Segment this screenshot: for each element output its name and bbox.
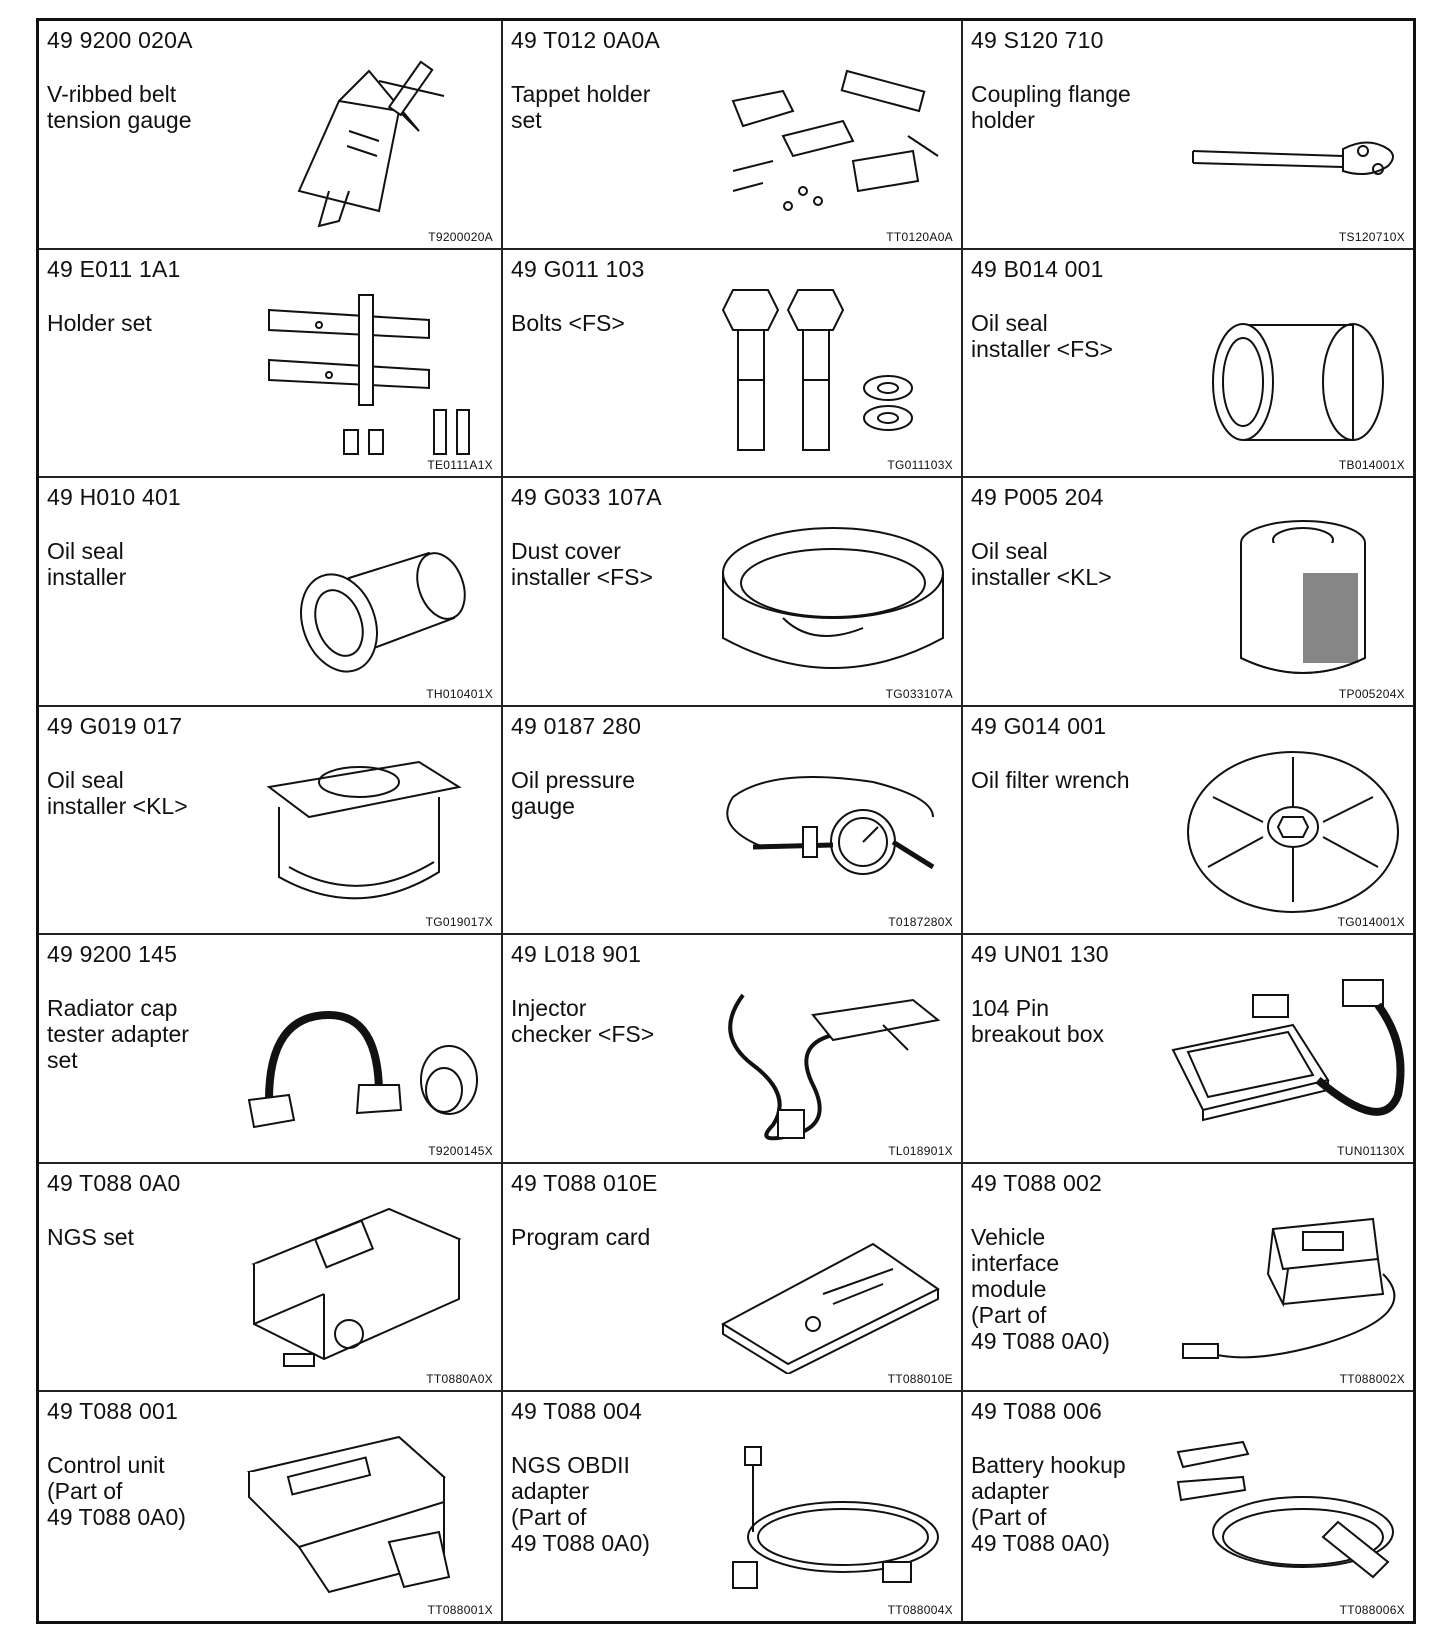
ngs-case-icon — [229, 1184, 489, 1374]
tool-part-number: 49 T088 010E — [511, 1169, 658, 1196]
tool-name: Dust cover installer <FS> — [511, 538, 653, 591]
figure-code: TT0120A0A — [886, 229, 953, 244]
tool-cell — [39, 250, 503, 479]
tool-cell — [963, 1392, 1413, 1621]
tool-cell — [963, 707, 1413, 936]
tool-cell — [39, 1392, 503, 1621]
figure-code: T0187280X — [888, 915, 953, 930]
figure-code: TB014001X — [1338, 458, 1405, 473]
figure-code: TT088010E — [887, 1372, 953, 1387]
tool-part-number: 49 T088 004 — [511, 1398, 642, 1425]
figure-code: TUN01130X — [1337, 1143, 1405, 1158]
tool-cell — [39, 1164, 503, 1393]
tool-cell — [963, 21, 1413, 250]
battery-hookup-icon — [1153, 1412, 1413, 1602]
flanged-installer-icon — [229, 498, 489, 688]
figure-code: TT088001X — [427, 1602, 493, 1617]
tool-name: NGS OBDII adapter (Part of 49 T088 0A0) — [511, 1452, 650, 1557]
tool-name: Coupling flange holder — [971, 81, 1131, 133]
cylinder-installer-icon — [1153, 270, 1413, 460]
tool-name: Oil pressure gauge — [511, 766, 635, 819]
figure-code: TP005204X — [1338, 686, 1405, 701]
tool-part-number: 49 9200 145 — [47, 941, 178, 968]
tappet-holder-icon — [693, 41, 953, 231]
tool-part-number: 49 G011 103 — [511, 255, 645, 282]
knurled-installer-icon — [1153, 498, 1413, 688]
tool-name: Oil filter wrench — [971, 766, 1130, 793]
tools-grid — [39, 21, 1413, 1621]
tool-cell — [963, 250, 1413, 479]
figure-code: T9200145X — [428, 1143, 493, 1158]
figure-code: TL018901X — [888, 1143, 953, 1158]
filter-wrench-icon — [1153, 727, 1413, 917]
tool-part-number: 49 0187 280 — [511, 712, 642, 739]
tool-part-number: 49 T088 006 — [971, 1398, 1102, 1425]
program-card-icon — [693, 1184, 953, 1374]
figure-code: TS120710X — [1338, 229, 1405, 244]
tool-part-number: 49 L018 901 — [511, 941, 642, 968]
tool-cell — [503, 478, 963, 707]
tool-cell — [963, 935, 1413, 1164]
injector-checker-icon — [693, 955, 953, 1145]
tool-part-number: 49 P005 204 — [971, 484, 1104, 511]
figure-code: T9200020A — [428, 229, 493, 244]
tool-part-number: 49 9200 020A — [47, 27, 193, 53]
tool-cell — [503, 1392, 963, 1621]
tool-name: Holder set — [47, 309, 152, 336]
tool-cell — [963, 478, 1413, 707]
tool-part-number: 49 G019 017 — [47, 712, 183, 739]
tool-part-number: 49 S120 710 — [971, 27, 1104, 53]
tool-name: V-ribbed belt tension gauge — [47, 81, 192, 133]
tool-name: Control unit (Part of 49 T088 0A0) — [47, 1452, 186, 1531]
tool-part-number: 49 T012 0A0A — [511, 27, 661, 53]
figure-code: TE0111A1X — [427, 458, 493, 473]
figure-code: TG019017X — [425, 915, 493, 930]
tool-name: NGS set — [47, 1223, 134, 1250]
holder-set-icon — [229, 270, 489, 460]
cup-installer-icon — [229, 727, 489, 917]
tool-part-number: 49 G033 107A — [511, 484, 662, 511]
tool-name: Oil seal installer — [47, 538, 127, 591]
tool-part-number: 49 T088 0A0 — [47, 1169, 181, 1196]
tool-cell — [39, 21, 503, 250]
special-tools-table — [36, 18, 1416, 1624]
tool-cell — [503, 707, 963, 936]
tool-part-number: 49 B014 001 — [971, 255, 1104, 282]
tool-part-number: 49 T088 002 — [971, 1169, 1102, 1196]
tool-name: Oil seal installer <FS> — [971, 309, 1113, 362]
tool-name: Radiator cap tester adapter set — [47, 995, 189, 1074]
tool-name: Bolts <FS> — [511, 309, 625, 336]
tool-name: Oil seal installer <KL> — [47, 766, 188, 819]
tool-part-number: 49 T088 001 — [47, 1398, 178, 1425]
tool-cell — [503, 935, 963, 1164]
figure-code: TG014001X — [1337, 915, 1405, 930]
tool-name: 104 Pin breakout box — [971, 995, 1104, 1048]
control-unit-icon — [229, 1412, 489, 1602]
tool-cell — [39, 935, 503, 1164]
figure-code: TT088004X — [887, 1602, 953, 1617]
tool-name: Oil seal installer <KL> — [971, 538, 1112, 591]
tool-cell — [503, 250, 963, 479]
figure-code: TT0880A0X — [426, 1372, 493, 1387]
breakout-box-icon — [1153, 955, 1413, 1145]
figure-code: TH010401X — [426, 686, 493, 701]
figure-code: TT088006X — [1339, 1602, 1405, 1617]
obd-adapter-icon — [693, 1412, 953, 1602]
ring-installer-icon — [693, 498, 953, 688]
radiator-adapter-icon — [229, 955, 489, 1145]
tool-name: Injector checker <FS> — [511, 995, 655, 1048]
bolts-icon — [693, 270, 953, 460]
figure-code: TG033107A — [885, 686, 953, 701]
tool-name: Battery hookup adapter (Part of 49 T088 0A0) — [971, 1452, 1126, 1557]
tool-part-number: 49 UN01 130 — [971, 941, 1109, 968]
tool-cell — [503, 21, 963, 250]
tool-cell — [963, 1164, 1413, 1393]
tool-name: Program card — [511, 1223, 651, 1250]
pressure-gauge-icon — [693, 727, 953, 917]
interface-module-icon — [1153, 1184, 1413, 1374]
figure-code: TT088002X — [1339, 1372, 1405, 1387]
belt-tension-gauge-icon — [229, 41, 489, 231]
tool-name: Tappet holder set — [511, 81, 651, 133]
tool-cell — [39, 478, 503, 707]
tool-part-number: 49 G014 001 — [971, 712, 1107, 739]
tool-cell — [503, 1164, 963, 1393]
flange-holder-icon — [1153, 41, 1413, 231]
tool-cell — [39, 707, 503, 936]
figure-code: TG011103X — [887, 458, 953, 473]
tool-name: Vehicle interface module (Part of 49 T088 0A0) — [971, 1223, 1110, 1354]
tool-part-number: 49 H010 401 — [47, 484, 181, 511]
tool-part-number: 49 E011 1A1 — [47, 255, 181, 282]
